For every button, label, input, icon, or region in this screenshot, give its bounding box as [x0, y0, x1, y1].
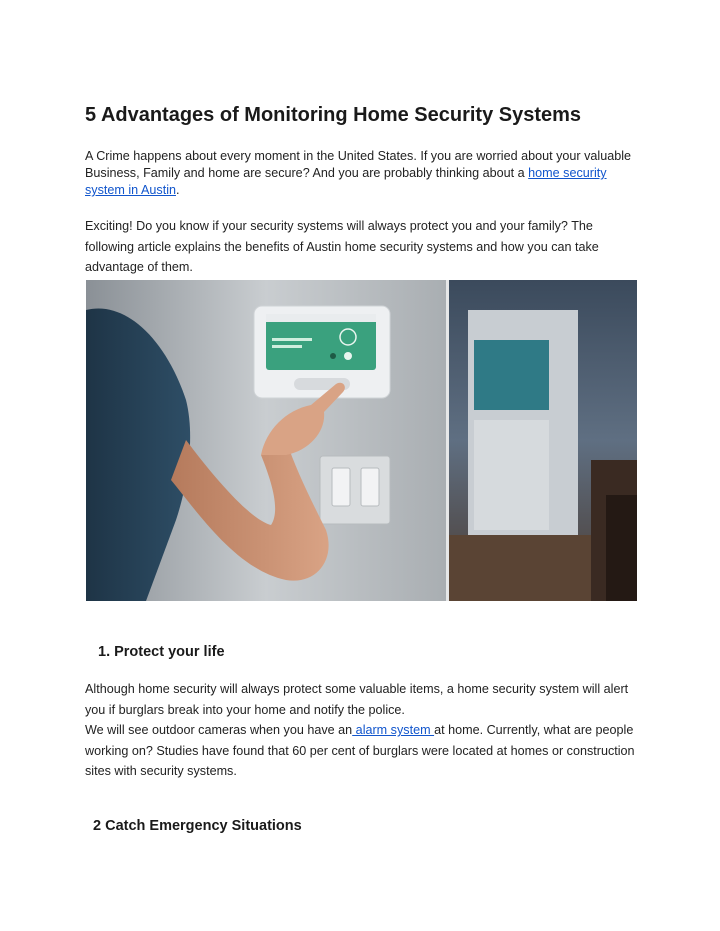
intro-paragraph [85, 148, 637, 199]
alarm-system-link[interactable]: alarm system [352, 723, 435, 737]
intro-text-end: . [176, 183, 180, 197]
second-paragraph: Exciting! Do you know if your security systems will always protect you and your family? The following article explains the benefits of Austin home security systems and how you can take advantage of them. [85, 219, 599, 274]
section1-line2-end: at home. Currently, what are people working on? Studies have found that 60 per cent of burglars were located at homes or construction sites with security systems. [85, 723, 635, 778]
section-heading-emergency: 2 Catch Emergency Situations [93, 818, 302, 834]
intro-text: A Crime happens about every moment in the United States. If you are worried about your valuable Business, Family and home are secure? And you are probably thinking about a [85, 149, 632, 180]
section1-line1: Although home security will always protect some valuable items, a home security system will alert you if burglars break into your home and notify the police. [85, 682, 629, 717]
section1-line2-text: We will see outdoor cameras when you have an [85, 723, 353, 737]
home-security-link[interactable]: home security system in Austin [85, 166, 607, 197]
section-heading-protect-life: 1. Protect your life [98, 644, 225, 660]
section1-paragraph [85, 679, 637, 782]
article-title: 5 Advantages of Monitoring Home Security Systems [85, 104, 582, 126]
security-panel-photo [86, 280, 637, 601]
